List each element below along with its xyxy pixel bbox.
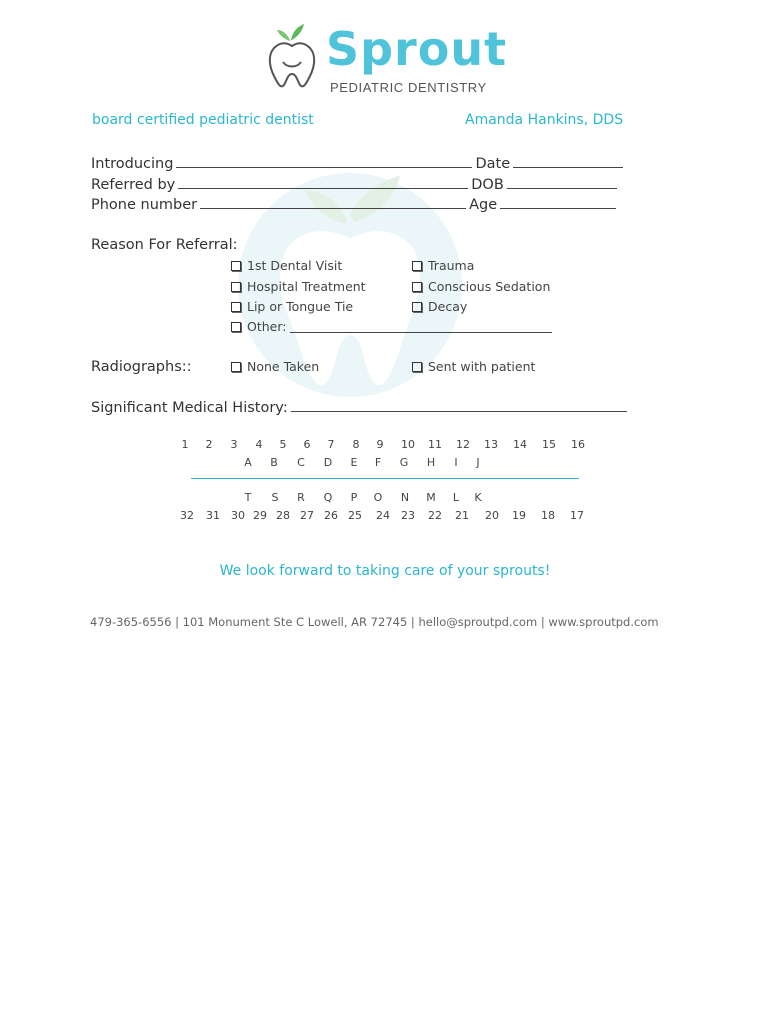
tooth-label: 25 xyxy=(348,509,362,522)
tooth-label: 27 xyxy=(300,509,314,522)
tooth-label: B xyxy=(270,456,278,469)
tooth-label: 18 xyxy=(541,509,555,522)
checkbox-trauma[interactable] xyxy=(412,258,474,273)
checkbox-none-taken[interactable] xyxy=(231,359,319,374)
tooth-label: 9 xyxy=(376,438,384,451)
dob-label: DOB xyxy=(471,177,504,193)
tooth-label: M xyxy=(426,491,436,504)
tooth-logo-icon xyxy=(262,22,322,90)
checkbox-label: Other: xyxy=(247,319,287,334)
phone-field[interactable] xyxy=(200,195,466,209)
header-tagline: board certified pediatric dentist xyxy=(92,112,314,128)
tooth-label: J xyxy=(476,456,480,469)
checkbox-lip-tongue[interactable] xyxy=(231,299,353,314)
checkbox-icon xyxy=(231,302,241,312)
radiographs-label: Radiographs:: xyxy=(91,359,192,375)
tooth-label: 23 xyxy=(401,509,415,522)
checkbox-label: None Taken xyxy=(247,359,320,374)
checkbox-other[interactable] xyxy=(231,319,552,334)
tooth-label: 21 xyxy=(455,509,469,522)
tooth-label: E xyxy=(350,456,358,469)
checkbox-icon xyxy=(412,261,422,271)
checkbox-icon xyxy=(231,362,241,372)
checkbox-label: Lip or Tongue Tie xyxy=(247,299,354,314)
tooth-label: 15 xyxy=(542,438,556,451)
checkbox-icon xyxy=(231,282,241,292)
tooth-label: 30 xyxy=(231,509,245,522)
tooth-label: 5 xyxy=(279,438,287,451)
tooth-label: 16 xyxy=(571,438,585,451)
tooth-label: H xyxy=(426,456,436,469)
checkbox-label: Conscious Sedation xyxy=(428,279,551,294)
tooth-label: P xyxy=(350,491,358,504)
tooth-label: R xyxy=(297,491,305,504)
introducing-label: Introducing xyxy=(91,156,174,172)
tooth-label: N xyxy=(400,491,410,504)
tooth-label: 2 xyxy=(205,438,213,451)
checkbox-icon xyxy=(231,322,241,332)
tooth-label: 31 xyxy=(206,509,220,522)
age-label: Age xyxy=(469,197,498,213)
checkbox-sent-with-patient[interactable] xyxy=(412,359,535,374)
tooth-label: 4 xyxy=(255,438,263,451)
tooth-label: 32 xyxy=(180,509,194,522)
tooth-label: I xyxy=(454,456,458,469)
reason-label: Reason For Referral: xyxy=(91,237,238,253)
tooth-label: K xyxy=(474,491,482,504)
tooth-label: 28 xyxy=(276,509,290,522)
tooth-label: F xyxy=(374,456,382,469)
contact-footer: 479-365-6556 | 101 Monument Ste C Lowell, AR 72745 | hello@sproutpd.com | www.sproutpd.com xyxy=(90,615,659,629)
tooth-label: 17 xyxy=(570,509,584,522)
checkbox-sedation[interactable] xyxy=(412,279,550,294)
checkbox-1st-visit[interactable] xyxy=(231,258,342,273)
tooth-label: O xyxy=(373,491,383,504)
tooth-label: 8 xyxy=(352,438,360,451)
history-label: Significant Medical History: xyxy=(91,400,288,416)
checkbox-icon xyxy=(412,362,422,372)
tooth-label: A xyxy=(244,456,252,469)
tooth-label: 1 xyxy=(181,438,189,451)
tooth-label: 14 xyxy=(513,438,527,451)
referred-row xyxy=(91,175,620,193)
logo-wordmark: Sprout xyxy=(326,22,508,76)
tooth-label: D xyxy=(323,456,333,469)
tooth-label: 26 xyxy=(324,509,338,522)
checkbox-icon xyxy=(412,282,422,292)
tooth-label: S xyxy=(271,491,279,504)
phone-label: Phone number xyxy=(91,197,198,213)
tooth-label: 10 xyxy=(401,438,415,451)
date-field[interactable] xyxy=(513,154,623,168)
introducing-row xyxy=(91,154,626,172)
referred-by-label: Referred by xyxy=(91,177,176,193)
tooth-label: 24 xyxy=(376,509,390,522)
tooth-label: 12 xyxy=(456,438,470,451)
checkbox-label: Decay xyxy=(428,299,468,314)
checkbox-label: Sent with patient xyxy=(428,359,536,374)
tooth-label: 29 xyxy=(253,509,267,522)
checkbox-icon xyxy=(412,302,422,312)
dob-field[interactable] xyxy=(507,175,617,189)
tooth-label: 13 xyxy=(484,438,498,451)
checkbox-hospital[interactable] xyxy=(231,279,366,294)
history-field[interactable] xyxy=(291,398,627,412)
date-label: Date xyxy=(475,156,511,172)
tooth-label: 19 xyxy=(512,509,526,522)
tooth-label: 6 xyxy=(303,438,311,451)
history-row xyxy=(91,398,630,416)
checkbox-label: 1st Dental Visit xyxy=(247,258,343,273)
checkbox-decay[interactable] xyxy=(412,299,467,314)
tooth-label: 3 xyxy=(230,438,238,451)
checkbox-icon xyxy=(231,261,241,271)
closing-tagline: We look forward to taking care of your sprouts! xyxy=(219,563,551,579)
other-field[interactable] xyxy=(290,321,552,333)
tooth-label: 22 xyxy=(428,509,442,522)
tooth-label: Q xyxy=(323,491,333,504)
checkbox-label: Trauma xyxy=(428,258,475,273)
tooth-label: 20 xyxy=(485,509,499,522)
tooth-label: G xyxy=(399,456,409,469)
phone-row xyxy=(91,195,619,213)
tooth-label: 11 xyxy=(428,438,442,451)
chart-divider xyxy=(191,478,579,479)
referred-by-field[interactable] xyxy=(178,175,468,189)
logo-subtitle: PEDIATRIC DENTISTRY xyxy=(330,80,487,95)
tooth-label: 7 xyxy=(327,438,335,451)
tooth-label: T xyxy=(244,491,252,504)
age-field[interactable] xyxy=(500,195,616,209)
introducing-field[interactable] xyxy=(176,154,472,168)
checkbox-label: Hospital Treatment xyxy=(247,279,366,294)
doctor-name: Amanda Hankins, DDS xyxy=(465,112,624,128)
tooth-label: L xyxy=(452,491,460,504)
tooth-label: C xyxy=(297,456,305,469)
